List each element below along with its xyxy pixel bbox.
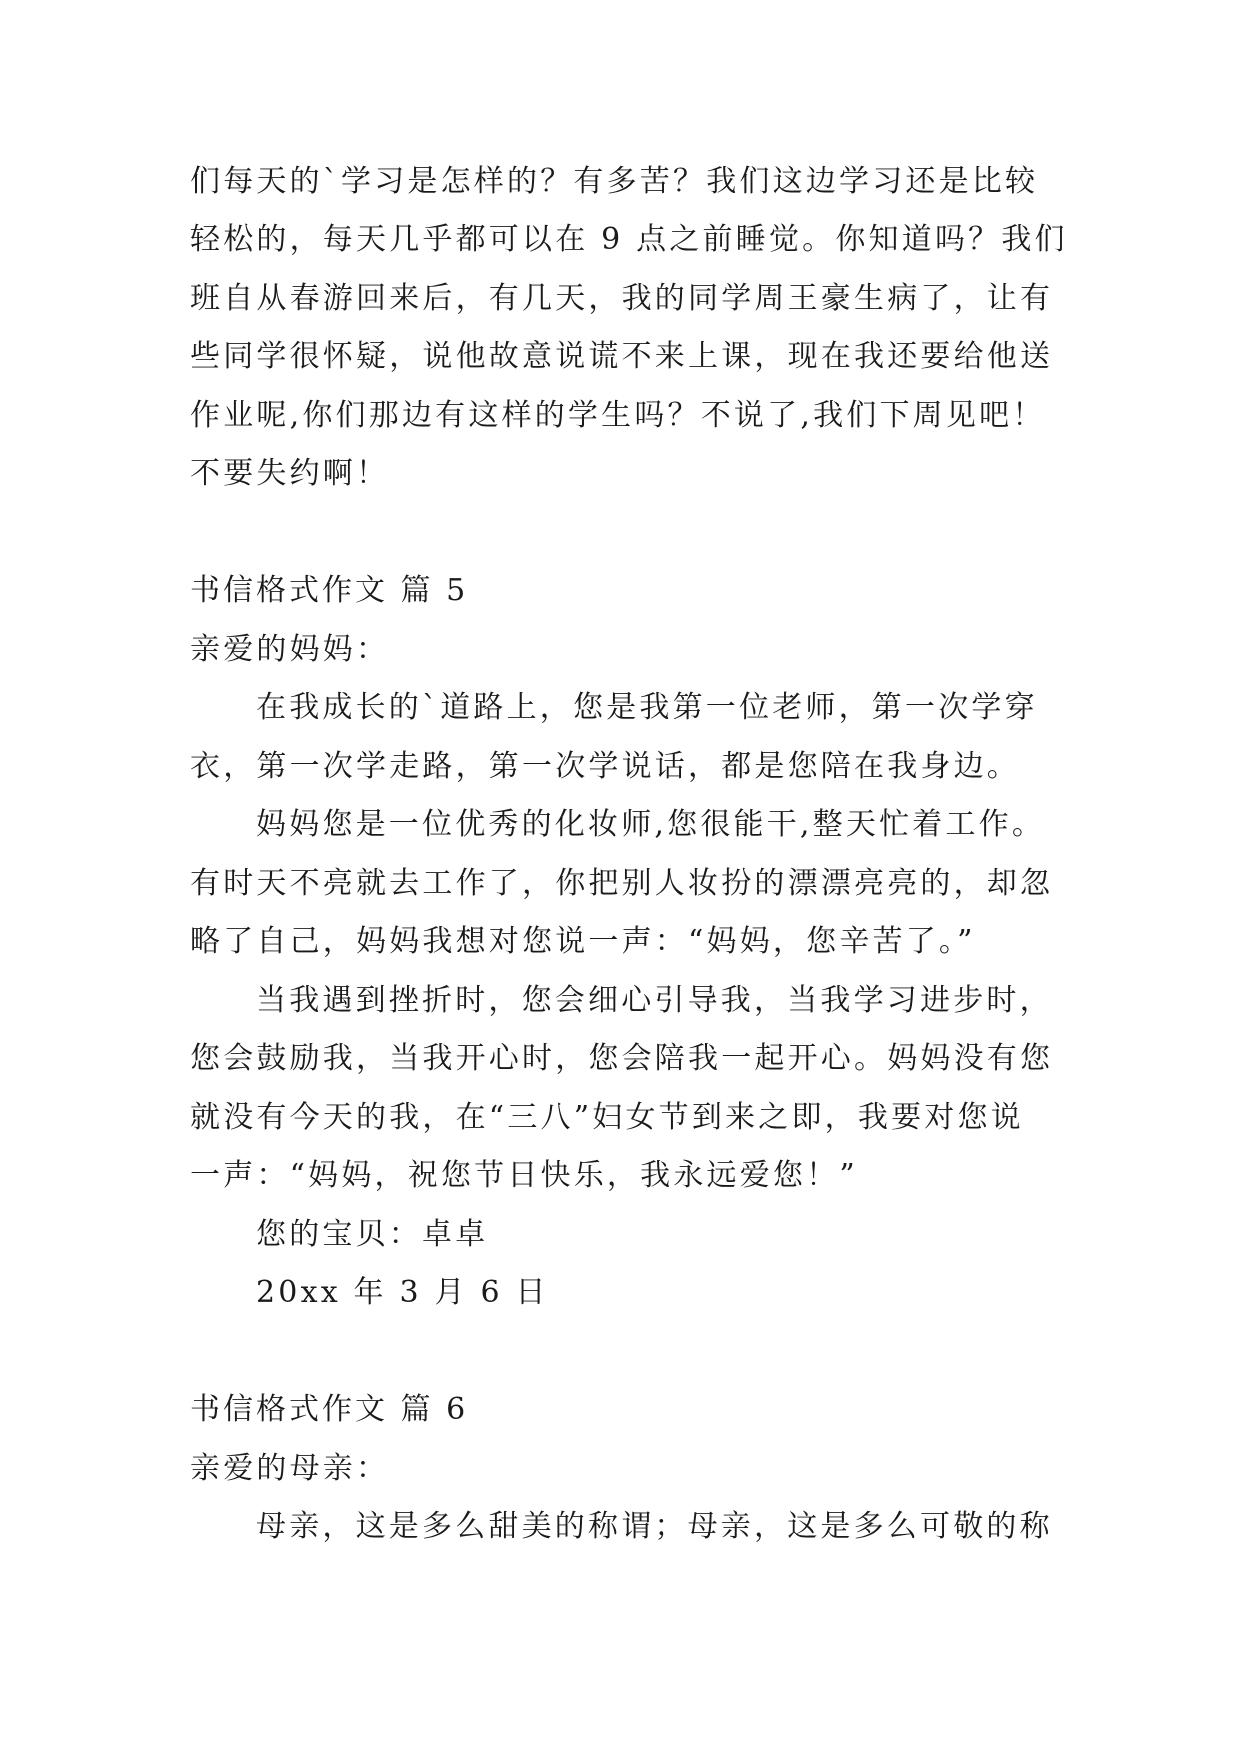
letter-salutation: 亲爱的母亲： [190, 1451, 390, 1486]
section-heading: 书信格式作文 篇 5 [190, 573, 469, 608]
body-text-line: 一声：“妈妈，祝您节日快乐，我永远爱您！” [190, 1158, 858, 1193]
body-text-line: 有时天不亮就去工作了，你把别人妆扮的漂漂亮亮的，却忽 [190, 866, 1054, 901]
letter-salutation: 亲爱的妈妈： [190, 632, 390, 667]
body-text-line: 轻松的，每天几乎都可以在 9 点之前睡觉。你知道吗？我们 [190, 222, 1068, 257]
body-text-line: 作业呢,你们那边有这样的学生吗？不说了,我们下周见吧！ [190, 398, 1046, 433]
body-text-line: 些同学很怀疑，说他故意说谎不来上课，现在我还要给他送 [190, 339, 1054, 374]
letter-date: 20xx 年 3 月 6 日 [256, 1275, 549, 1310]
body-text-line: 当我遇到挫折时，您会细心引导我，当我学习进步时， [256, 983, 1053, 1018]
body-text-line: 妈妈您是一位优秀的化妆师,您很能干,整天忙着工作。 [256, 807, 1046, 842]
body-text-line: 略了自己，妈妈我想对您说一声：“妈妈，您辛苦了。” [190, 924, 976, 959]
body-text-line: 母亲，这是多么甜美的称谓；母亲，这是多么可敬的称 [256, 1509, 1053, 1544]
section-heading: 书信格式作文 篇 6 [190, 1392, 469, 1427]
body-text-line: 您会鼓励我，当我开心时，您会陪我一起开心。妈妈没有您 [190, 1041, 1054, 1076]
letter-signature: 您的宝贝：卓卓 [256, 1217, 489, 1252]
body-text-line: 衣，第一次学走路，第一次学说话，都是您陪在我身边。 [190, 749, 1020, 784]
body-text-line: 们每天的`学习是怎样的？有多苦？我们这边学习还是比较 [190, 164, 1039, 199]
body-text-line: 在我成长的`道路上，您是我第一位老师，第一次学穿 [256, 690, 1038, 725]
body-text-line: 就没有今天的我，在“三八”妇女节到来之即，我要对您说 [190, 1100, 1024, 1135]
body-text-line: 不要失约啊！ [190, 456, 390, 491]
body-text-line: 班自从春游回来后，有几天，我的同学周王豪生病了，让有 [190, 281, 1054, 316]
